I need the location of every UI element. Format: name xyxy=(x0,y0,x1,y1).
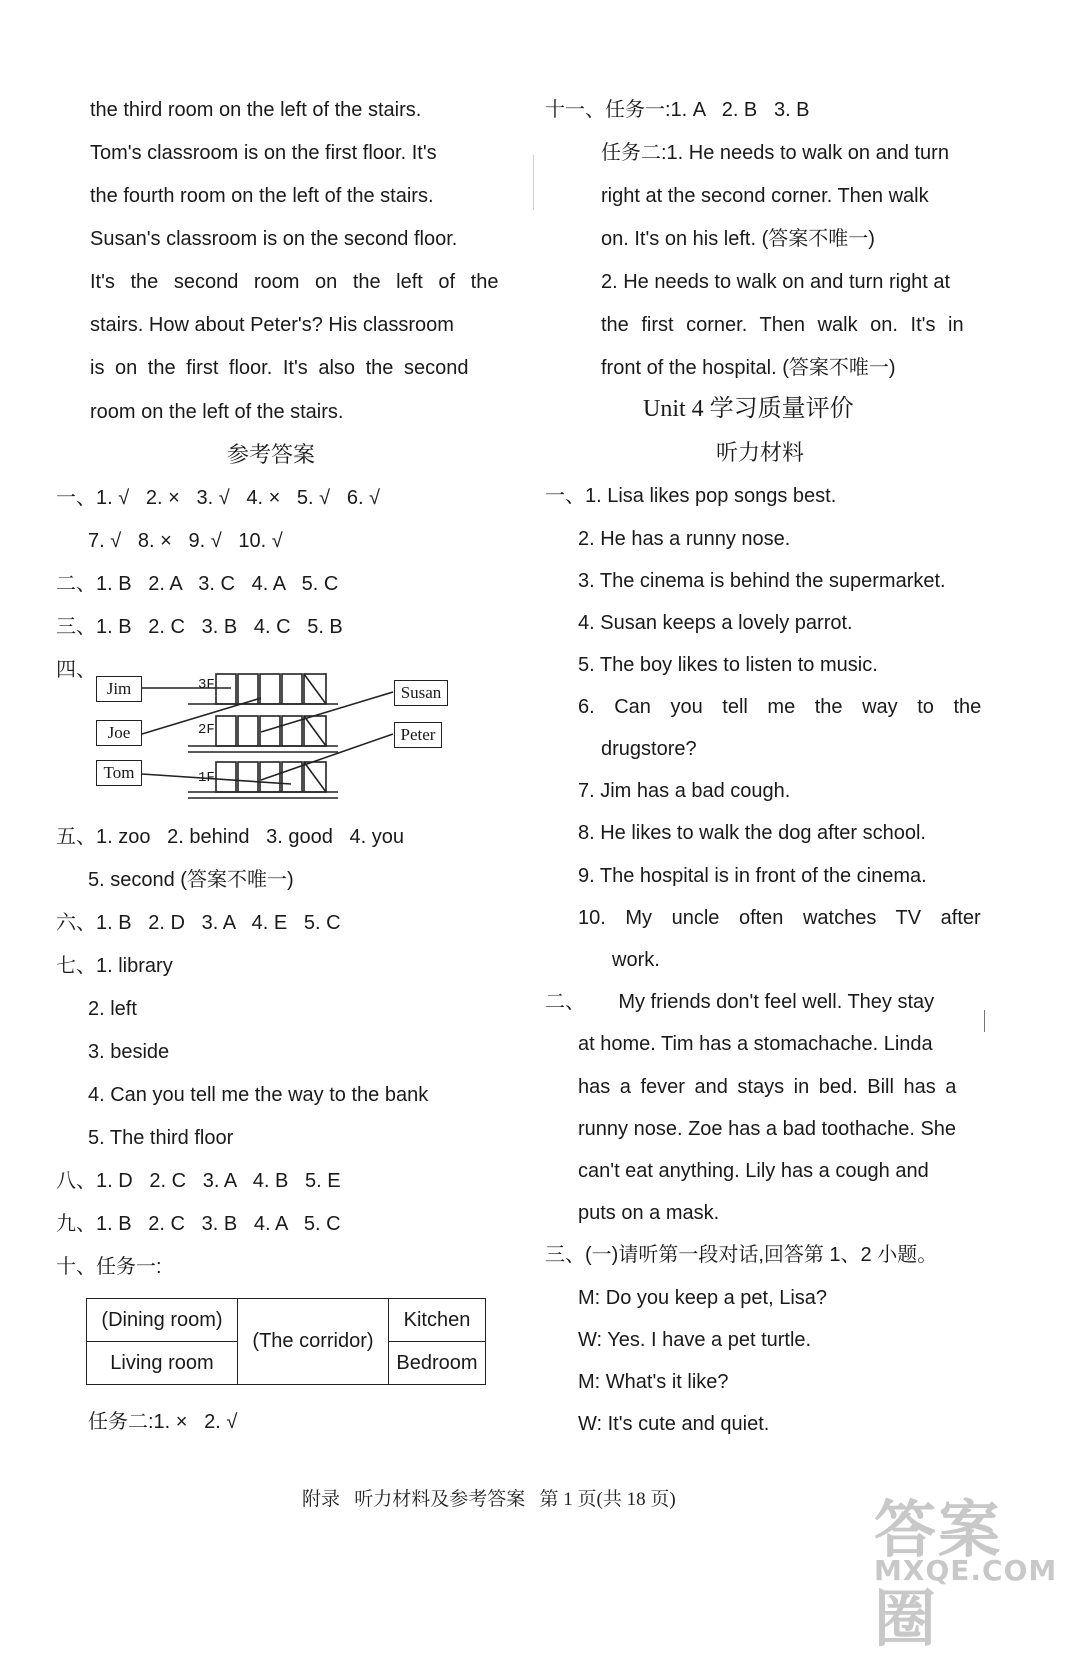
answers-title: 参考答案 xyxy=(227,442,316,467)
listening-line: 9. The hospital is in front of the cinema. xyxy=(578,865,927,887)
scan-mark xyxy=(984,1010,985,1032)
listening-line: puts on a mask. xyxy=(578,1202,720,1224)
answer-line: 5. second (答案不唯一) xyxy=(88,869,294,891)
answer-line: 4. Can you tell me the way to the bank xyxy=(88,1084,429,1106)
answer-line: 5. The third floor xyxy=(88,1127,234,1149)
right-line: front of the hospital. (答案不唯一) xyxy=(601,357,896,379)
answer-line: 3. beside xyxy=(88,1041,170,1063)
listening-line: M: What's it like? xyxy=(578,1371,729,1393)
passage-line: Tom's classroom is on the first floor. It's xyxy=(90,142,437,164)
listening-line: W: Yes. I have a pet turtle. xyxy=(578,1329,812,1351)
answer-line: 三、1. B 2. C 3. B 4. C 5. B xyxy=(56,616,343,638)
listening-line: can't eat anything. Lily has a cough and xyxy=(578,1160,929,1182)
right-line: the first corner. Then walk on. It's in xyxy=(601,314,964,336)
name-box-jim: Jim xyxy=(96,676,142,702)
floor-label-3f: 3F xyxy=(198,677,215,693)
floor-label-2f: 2F xyxy=(198,722,215,738)
building-matching-figure xyxy=(56,652,476,817)
right-line: 2. He needs to walk on and turn right at xyxy=(601,271,951,293)
answer-line: 一、1. √ 2. × 3. √ 4. × 5. √ 6. √ xyxy=(56,487,381,509)
name-box-joe: Joe xyxy=(96,720,142,746)
passage-line: It's the second room on the left of the xyxy=(90,271,499,293)
listening-line: 10. My uncle often watches TV after xyxy=(578,907,981,929)
answer-line: 十、任务一: xyxy=(56,1256,162,1278)
right-line: on. It's on his left. (答案不唯一) xyxy=(601,228,875,250)
name-box-susan: Susan xyxy=(394,680,448,706)
listening-line: 一、1. Lisa likes pop songs best. xyxy=(545,485,837,507)
listening-line: 7. Jim has a bad cough. xyxy=(578,780,791,802)
passage-line: stairs. How about Peter's? His classroom xyxy=(90,314,454,336)
watermark-logo-text: 答案圈 xyxy=(874,1493,1003,1655)
answer-line: 五、1. zoo 2. behind 3. good 4. you xyxy=(56,826,404,848)
listening-line: 4. Susan keeps a lovely parrot. xyxy=(578,612,853,634)
page-footer: 附录 听力材料及参考答案 第 1 页(共 18 页) xyxy=(302,1489,676,1510)
passage-line: Susan's classroom is on the second floor. xyxy=(90,228,458,250)
answer-line: 六、1. B 2. D 3. A 4. E 5. C xyxy=(56,912,341,934)
table-cell: Living room xyxy=(87,1342,238,1385)
answer-line: 七、1. library xyxy=(56,955,173,977)
passage-line: is on the first floor. It's also the second xyxy=(90,357,469,379)
listening-line: 6. Can you tell me the way to the xyxy=(578,696,982,718)
listening-line: M: Do you keep a pet, Lisa? xyxy=(578,1287,828,1309)
right-line: right at the second corner. Then walk xyxy=(601,185,929,207)
listening-line: runny nose. Zoe has a bad toothache. She xyxy=(578,1118,957,1140)
listening-line: 2. He has a runny nose. xyxy=(578,528,791,550)
floor-label-1f: 1F xyxy=(198,770,215,786)
unit-title: Unit 4 学习质量评价 xyxy=(643,396,854,422)
right-line: 任务二:1. He needs to walk on and turn xyxy=(601,142,949,164)
answer-line: 7. √ 8. × 9. √ 10. √ xyxy=(88,530,283,552)
listening-line: work. xyxy=(612,949,660,971)
listening-title: 听力材料 xyxy=(716,440,805,465)
table-cell: Bedroom xyxy=(389,1342,486,1385)
answer-line: 任务二:1. × 2. √ xyxy=(88,1411,238,1433)
column-divider xyxy=(533,155,534,210)
table-cell: (The corridor) xyxy=(238,1299,389,1385)
answer-line: 二、1. B 2. A 3. C 4. A 5. C xyxy=(56,573,339,595)
listening-line: W: It's cute and quiet. xyxy=(578,1413,770,1435)
listening-line: at home. Tim has a stomachache. Linda xyxy=(578,1033,933,1055)
answer-line: 九、1. B 2. C 3. B 4. A 5. C xyxy=(56,1213,341,1235)
answer-line: 四、 xyxy=(56,659,96,681)
table-cell: Kitchen xyxy=(389,1299,486,1342)
listening-line: 8. He likes to walk the dog after school. xyxy=(578,822,926,844)
passage-line: the fourth room on the left of the stairs. xyxy=(90,185,434,207)
listening-line: 3. The cinema is behind the supermarket. xyxy=(578,570,946,592)
rooms-table xyxy=(86,1298,486,1385)
listening-line: drugstore? xyxy=(601,738,697,760)
listening-line: 二、 My friends don't feel well. They stay xyxy=(545,991,935,1013)
passage-line: the third room on the left of the stairs. xyxy=(90,99,422,121)
watermark-url: MXQE.COM xyxy=(874,1554,1058,1587)
listening-line: 5. The boy likes to listen to music. xyxy=(578,654,878,676)
listening-line: 三、(一)请听第一段对话,回答第 1、2 小题。 xyxy=(545,1244,938,1266)
answer-line: 2. left xyxy=(88,998,137,1020)
table-cell: (Dining room) xyxy=(87,1299,238,1342)
listening-line: has a fever and stays in bed. Bill has a xyxy=(578,1076,957,1098)
name-box-peter: Peter xyxy=(394,722,442,748)
answer-line: 八、1. D 2. C 3. A 4. B 5. E xyxy=(56,1170,341,1192)
passage-line: room on the left of the stairs. xyxy=(90,401,344,423)
right-line: 十一、任务一:1. A 2. B 3. B xyxy=(545,99,810,121)
name-box-tom: Tom xyxy=(96,760,142,786)
site-watermark xyxy=(868,1480,1058,1655)
